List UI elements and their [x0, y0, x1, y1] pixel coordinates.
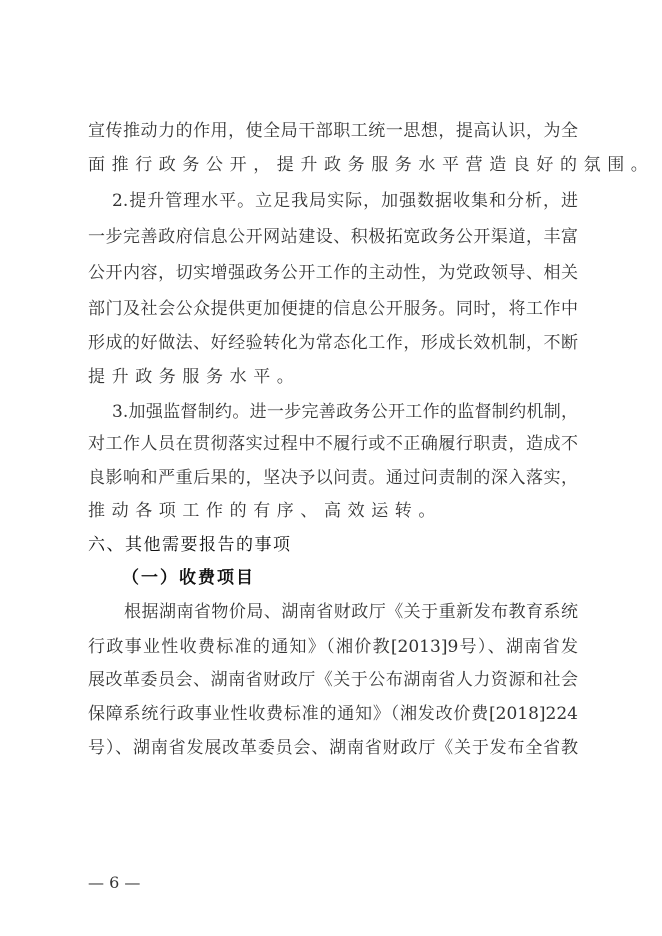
body-text-line: 部门及社会公众提供更加便捷的信息公开服务。同时，将工作中 — [88, 299, 578, 319]
section-heading: 六、其他需要报告的事项 — [88, 535, 292, 555]
body-text-line: 号）、湖南省发展改革委员会、湖南省财政厅《关于发布全省教 — [88, 738, 578, 758]
body-text-line: 保障系统行政事业性收费标准的通知》（湘发改价费[2018]224 — [88, 704, 578, 724]
body-text-line: 提升政务服务水平。 — [88, 367, 301, 387]
body-text-line: 推动各项工作的有序、高效运转。 — [88, 501, 442, 521]
body-text-line: 公开内容，切实增强政务公开工作的主动性，为党政领导、相关 — [88, 263, 578, 283]
body-text-line: 根据湖南省物价局、湖南省财政厅《关于重新发布教育系统 — [124, 602, 578, 622]
list-item-3-line: 3.加强监督制约。进一步完善政务公开工作的监督制约机制， — [112, 402, 578, 422]
body-text-line: 展改革委员会、湖南省财政厅《关于公布湖南省人力资源和社会 — [88, 670, 578, 690]
list-item-2-line: 2.提升管理水平。立足我局实际，加强数据收集和分析，进 — [112, 191, 578, 211]
body-text-line: 宣传推动力的作用，使全局干部职工统一思想，提高认识，为全 — [88, 121, 578, 141]
subsection-heading: （一）收费项目 — [122, 568, 255, 588]
body-text-line: 面推行政务公开，提升政务服务水平营造良好的氛围。 — [88, 155, 655, 175]
body-text-line: 一步完善政府信息公开网站建设、积极拓宽政务公开渠道，丰富 — [88, 227, 578, 247]
body-text-line: 形成的好做法、好经验转化为常态化工作，形成长效机制，不断 — [88, 333, 578, 353]
body-text-line: 对工作人员在贯彻落实过程中不履行或不正确履行职责，造成不 — [88, 434, 578, 454]
body-text-line: 行政事业性收费标准的通知》（湘价教[2013]9号）、湖南省发 — [88, 637, 578, 657]
page-number: — 6 — — [88, 873, 141, 892]
body-text-line: 良影响和严重后果的，坚决予以问责。通过问责制的深入落实， — [88, 468, 578, 488]
